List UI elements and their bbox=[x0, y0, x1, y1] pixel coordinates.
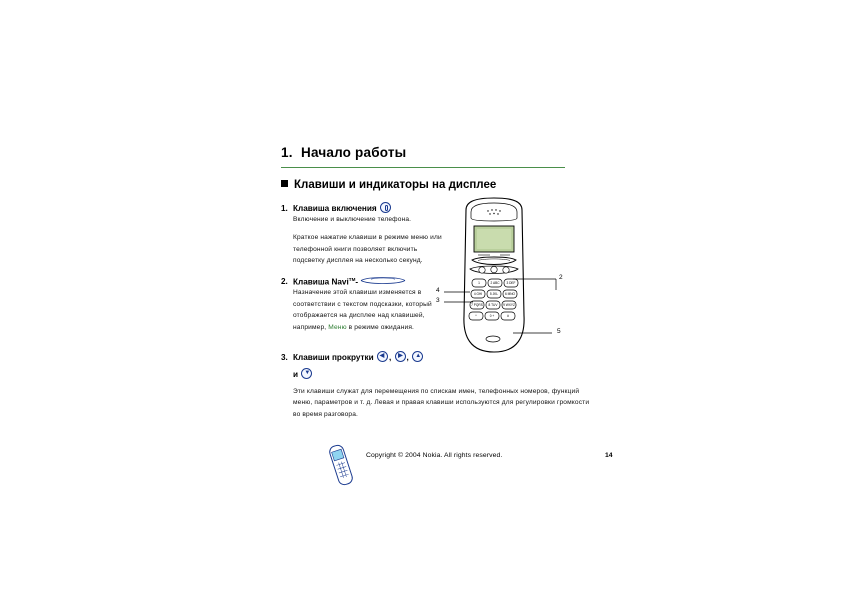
paragraph: Эти клавиши служат для перемещения по спискам имен, телефонных номеров, функций меню, параметров и т. д. Левая и правая клавиши используются для регулировки громкости во время разговора. bbox=[293, 387, 590, 418]
svg-text:5 JKL: 5 JKL bbox=[489, 292, 499, 296]
icon-separator: , bbox=[406, 352, 409, 362]
callout-2: 2 bbox=[559, 274, 563, 281]
callout-4: 4 bbox=[436, 287, 440, 294]
list-item-label: Клавиша включения bbox=[293, 204, 377, 213]
svg-text:7 PQRS: 7 PQRS bbox=[471, 303, 483, 307]
scroll-right-icon bbox=[395, 351, 406, 362]
square-bullet-icon bbox=[281, 180, 288, 187]
heading-dash: - bbox=[355, 277, 359, 287]
svg-text:1: 1 bbox=[478, 281, 480, 285]
chapter-title: Начало работы bbox=[301, 145, 407, 160]
paragraph bbox=[293, 287, 443, 333]
callout-5: 5 bbox=[557, 328, 561, 335]
list-item-body bbox=[293, 287, 443, 333]
svg-text:8 TUV: 8 TUV bbox=[488, 303, 498, 307]
scroll-up-icon bbox=[412, 351, 423, 362]
phone-illustration bbox=[448, 196, 568, 356]
icon-separator: , bbox=[388, 352, 392, 362]
svg-text:4 GHI: 4 GHI bbox=[473, 292, 483, 296]
navi-key-icon bbox=[360, 276, 406, 285]
list-item-label: Клавиши прокрутки bbox=[293, 352, 374, 362]
menu-term: Меню bbox=[328, 323, 347, 331]
nokia-phone-logo bbox=[328, 443, 354, 487]
section-heading bbox=[281, 179, 496, 191]
paragraph: Включение и выключение телефона. bbox=[293, 216, 412, 223]
list-item-body bbox=[293, 214, 443, 267]
callout-3: 3 bbox=[436, 297, 440, 304]
trademark-superscript: TM bbox=[348, 276, 356, 282]
page-number: 14 bbox=[605, 452, 613, 459]
svg-text:6 MNO: 6 MNO bbox=[504, 292, 516, 296]
list-item bbox=[281, 349, 590, 420]
section-title: Клавиши и индикаторы на дисплее bbox=[294, 179, 497, 191]
list-item-index: 3. bbox=[281, 352, 288, 362]
svg-text:0 +: 0 + bbox=[489, 314, 495, 318]
list-item-index: 1. bbox=[281, 204, 288, 213]
copyright-notice: Copyright © 2004 Nokia. All rights reserved. bbox=[366, 452, 503, 459]
chapter-rule bbox=[281, 167, 565, 168]
chapter-heading bbox=[281, 145, 565, 160]
paragraph: Краткое нажатие клавиши в режиме меню или телефонной книги позволяет включить подсветку дисплея на несколько секунд. bbox=[293, 234, 442, 265]
heading-conjunction: и bbox=[293, 369, 299, 379]
list-item-label: Клавиша Navi bbox=[293, 277, 349, 287]
scroll-down-icon bbox=[301, 368, 312, 379]
paragraph-part: Назначение этой клавиши изменяется в соответствии с текстом подсказки, который отображается на дисплее над клавишей, например, bbox=[293, 289, 432, 331]
list-item-body bbox=[293, 386, 593, 420]
list-item-index: 2. bbox=[281, 277, 288, 287]
chapter-number: 1. bbox=[281, 145, 293, 160]
power-key-icon bbox=[380, 202, 391, 213]
svg-text:#: # bbox=[507, 314, 509, 318]
list-item-heading-cont bbox=[281, 366, 581, 380]
svg-text:3 DEF: 3 DEF bbox=[506, 281, 516, 285]
svg-text:2 ABC: 2 ABC bbox=[490, 281, 500, 285]
svg-text:*: * bbox=[475, 314, 477, 318]
paragraph-part: в режиме ожидания. bbox=[346, 323, 415, 331]
scroll-left-icon bbox=[377, 351, 388, 362]
svg-text:9 WXYZ: 9 WXYZ bbox=[503, 303, 515, 307]
